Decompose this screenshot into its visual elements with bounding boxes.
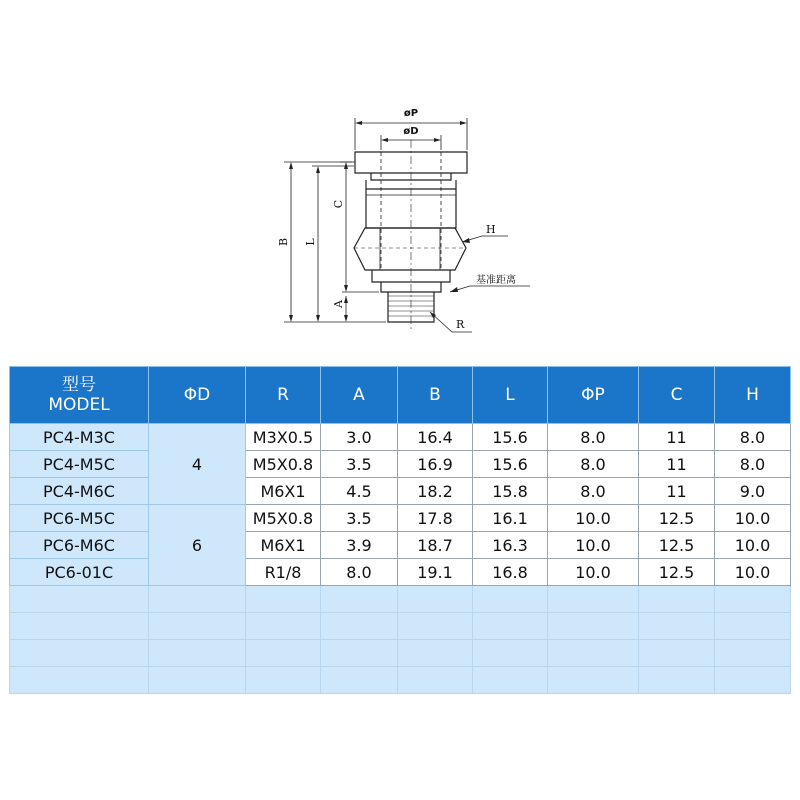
op-cell: 10.0 <box>548 559 639 586</box>
h-cell: 9.0 <box>715 478 791 505</box>
op-cell: 10.0 <box>548 532 639 559</box>
c-cell: 12.5 <box>639 559 715 586</box>
l-cell: 15.6 <box>473 451 548 478</box>
dim-label-reference: 基准距离 <box>476 275 516 286</box>
model-cell: PC6-M5C <box>10 505 149 532</box>
b-cell: 19.1 <box>398 559 473 586</box>
c-cell: 11 <box>639 424 715 451</box>
fitting-technical-drawing <box>0 0 800 360</box>
od-cell: 4 <box>149 424 246 505</box>
c-cell: 12.5 <box>639 505 715 532</box>
r-cell: R1/8 <box>246 559 321 586</box>
r-cell: M3X0.5 <box>246 424 321 451</box>
b-cell: 18.7 <box>398 532 473 559</box>
table-row <box>10 451 791 478</box>
a-cell: 4.5 <box>321 478 398 505</box>
empty-row <box>10 640 791 667</box>
a-cell: 3.9 <box>321 532 398 559</box>
dim-label-b: B <box>277 237 290 247</box>
spec-table <box>9 366 791 694</box>
h-cell: 8.0 <box>715 424 791 451</box>
empty-row <box>10 667 791 694</box>
dim-label-c: C <box>332 199 345 209</box>
h-cell: 10.0 <box>715 532 791 559</box>
model-cell: PC6-01C <box>10 559 149 586</box>
table-row <box>10 532 791 559</box>
header-r: R <box>246 367 321 424</box>
b-cell: 16.9 <box>398 451 473 478</box>
header-model-en: MODEL <box>48 395 110 415</box>
dim-label-l: L <box>304 238 317 246</box>
h-cell: 10.0 <box>715 505 791 532</box>
b-cell: 18.2 <box>398 478 473 505</box>
header-h: H <box>715 367 791 424</box>
header-c: C <box>639 367 715 424</box>
l-cell: 15.8 <box>473 478 548 505</box>
h-cell: 10.0 <box>715 559 791 586</box>
model-cell: PC4-M5C <box>10 451 149 478</box>
header-model <box>10 367 149 424</box>
dim-label-a: A <box>332 300 345 308</box>
header-od: ΦD <box>149 367 246 424</box>
dim-label-h: H <box>486 223 496 236</box>
b-cell: 17.8 <box>398 505 473 532</box>
dim-label-phi-d: øD <box>403 126 419 137</box>
header-b: B <box>398 367 473 424</box>
header-a: A <box>321 367 398 424</box>
model-cell: PC6-M6C <box>10 532 149 559</box>
c-cell: 12.5 <box>639 532 715 559</box>
r-cell: M5X0.8 <box>246 451 321 478</box>
op-cell: 8.0 <box>548 478 639 505</box>
op-cell: 10.0 <box>548 505 639 532</box>
empty-row <box>10 613 791 640</box>
l-cell: 15.6 <box>473 424 548 451</box>
header-model-cn: 型号 <box>62 375 96 395</box>
r-cell: M6X1 <box>246 478 321 505</box>
a-cell: 3.5 <box>321 451 398 478</box>
r-cell: M5X0.8 <box>246 505 321 532</box>
header-op: ΦP <box>548 367 639 424</box>
table-header-row <box>10 367 791 424</box>
table-row <box>10 505 791 532</box>
op-cell: 8.0 <box>548 451 639 478</box>
dim-label-phi-p: øP <box>403 108 419 119</box>
model-cell: PC4-M3C <box>10 424 149 451</box>
hex-nut-outline <box>354 228 466 270</box>
c-cell: 11 <box>639 451 715 478</box>
dim-label-r: R <box>456 318 465 331</box>
c-cell: 11 <box>639 478 715 505</box>
table-row <box>10 424 791 451</box>
header-l: L <box>473 367 548 424</box>
od-cell: 6 <box>149 505 246 586</box>
b-cell: 16.4 <box>398 424 473 451</box>
op-cell: 8.0 <box>548 424 639 451</box>
empty-row <box>10 586 791 613</box>
l-cell: 16.1 <box>473 505 548 532</box>
table-row <box>10 478 791 505</box>
table-row <box>10 559 791 586</box>
h-cell: 8.0 <box>715 451 791 478</box>
a-cell: 3.0 <box>321 424 398 451</box>
r-cell: M6X1 <box>246 532 321 559</box>
a-cell: 8.0 <box>321 559 398 586</box>
a-cell: 3.5 <box>321 505 398 532</box>
l-cell: 16.8 <box>473 559 548 586</box>
model-cell: PC4-M6C <box>10 478 149 505</box>
l-cell: 16.3 <box>473 532 548 559</box>
